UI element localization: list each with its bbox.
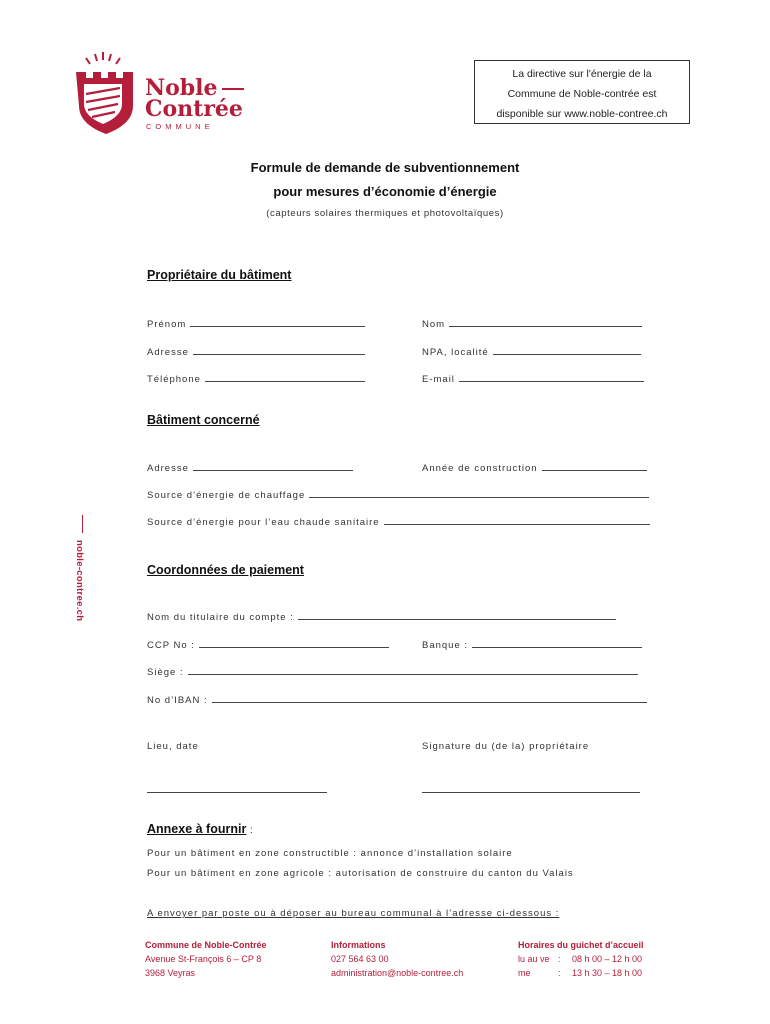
section-heading-payment: Coordonnées de paiement [147, 563, 304, 577]
field-email[interactable]: E-mail [422, 372, 644, 385]
envoi-instructions: A envoyer par poste ou à déposer au bureau communal à l’adresse ci-dessous : [147, 908, 560, 919]
input-line[interactable] [205, 372, 365, 382]
label-lieu-date: Lieu, date [147, 741, 199, 752]
section-heading-owner: Propriétaire du bâtiment [147, 268, 292, 282]
castle-tower-icon [70, 50, 136, 140]
footer-info [331, 938, 463, 980]
field-ccp[interactable]: CCP No : [147, 638, 389, 651]
logo-wordmark: Noble Contrée [145, 75, 243, 122]
footer-horaires [518, 938, 644, 980]
input-line[interactable] [212, 693, 647, 703]
field-banque[interactable]: Banque : [422, 638, 642, 651]
footer-horaires-row: me : 13 h 30 – 18 h 00 [518, 968, 643, 978]
form-subtitle: (capteurs solaires thermiques et photovoltaïques) [266, 208, 504, 219]
input-line[interactable] [493, 345, 641, 355]
footer-commune-name: Commune de Noble-Contrée [145, 940, 267, 950]
field-telephone[interactable]: Téléphone [147, 372, 365, 385]
footer-info-email[interactable]: administration@noble-contree.ch [331, 968, 464, 978]
field-iban[interactable]: No d’IBAN : [147, 693, 647, 706]
input-line[interactable] [542, 461, 647, 471]
lieu-date-line[interactable] [147, 792, 327, 793]
footer-info-phone[interactable]: 027 564 63 00 [331, 954, 389, 964]
logo-commune-label: COMMUNE [146, 122, 214, 131]
logo-dash [222, 88, 244, 90]
field-annee-construction[interactable]: Année de construction [422, 461, 647, 474]
footer-commune-city: 3968 Veyras [145, 968, 196, 978]
input-line[interactable] [199, 638, 389, 648]
notice-line: disponible sur www.noble-contree.ch [496, 108, 668, 120]
footer-commune [145, 938, 267, 980]
signature-line[interactable] [422, 792, 640, 793]
section-heading-building: Bâtiment concerné [147, 413, 260, 427]
field-titulaire[interactable]: Nom du titulaire du compte : [147, 610, 616, 623]
input-line[interactable] [193, 345, 365, 355]
field-prenom[interactable]: Prénom [147, 317, 365, 330]
footer-horaires-heading: Horaires du guichet d’accueil [518, 940, 644, 950]
input-line[interactable] [193, 461, 353, 471]
field-adresse-building[interactable]: Adresse [147, 461, 353, 474]
annexe-colon: : [249, 825, 253, 836]
field-nom[interactable]: Nom [422, 317, 642, 330]
field-source-chauffage[interactable]: Source d’énergie de chauffage [147, 488, 649, 501]
commune-logo [70, 50, 260, 140]
field-npa-localite[interactable]: NPA, localité [422, 345, 641, 358]
side-accent-line [82, 515, 83, 533]
label-signature: Signature du (de la) propriétaire [422, 741, 590, 752]
annexe-item-agricole: Pour un bâtiment en zone agricole : autorisation de construire du canton du Valais [147, 868, 574, 879]
footer-commune-address: Avenue St-François 6 – CP 8 [145, 954, 262, 964]
input-line[interactable] [472, 638, 642, 648]
input-line[interactable] [449, 317, 642, 327]
field-adresse-owner[interactable]: Adresse [147, 345, 365, 358]
annexe-heading-row [147, 822, 253, 836]
input-line[interactable] [459, 372, 644, 382]
section-heading-annexe: Annexe à fournir [147, 822, 247, 836]
footer-info-heading: Informations [331, 940, 386, 950]
form-title-line1: Formule de demande de subventionnement [250, 160, 520, 175]
field-source-eau-chaude[interactable]: Source d’énergie pour l’eau chaude sanitaire [147, 515, 650, 528]
annexe-item-constructible: Pour un bâtiment en zone constructible : annonce d’installation solaire [147, 848, 513, 859]
form-title-line2: pour mesures d’économie d’énergie [273, 184, 497, 199]
field-siege[interactable]: Siège : [147, 665, 638, 678]
directive-notice-box [474, 60, 690, 124]
input-line[interactable] [298, 610, 616, 620]
notice-line: Commune de Noble-contrée est [507, 88, 657, 100]
input-line[interactable] [190, 317, 365, 327]
input-line[interactable] [309, 488, 649, 498]
side-website-label: noble-contree.ch [74, 540, 85, 622]
notice-line: La directive sur l'énergie de la [512, 68, 652, 80]
input-line[interactable] [384, 515, 650, 525]
footer-horaires-row: lu au ve : 08 h 00 – 12 h 00 [518, 954, 643, 964]
input-line[interactable] [188, 665, 638, 675]
